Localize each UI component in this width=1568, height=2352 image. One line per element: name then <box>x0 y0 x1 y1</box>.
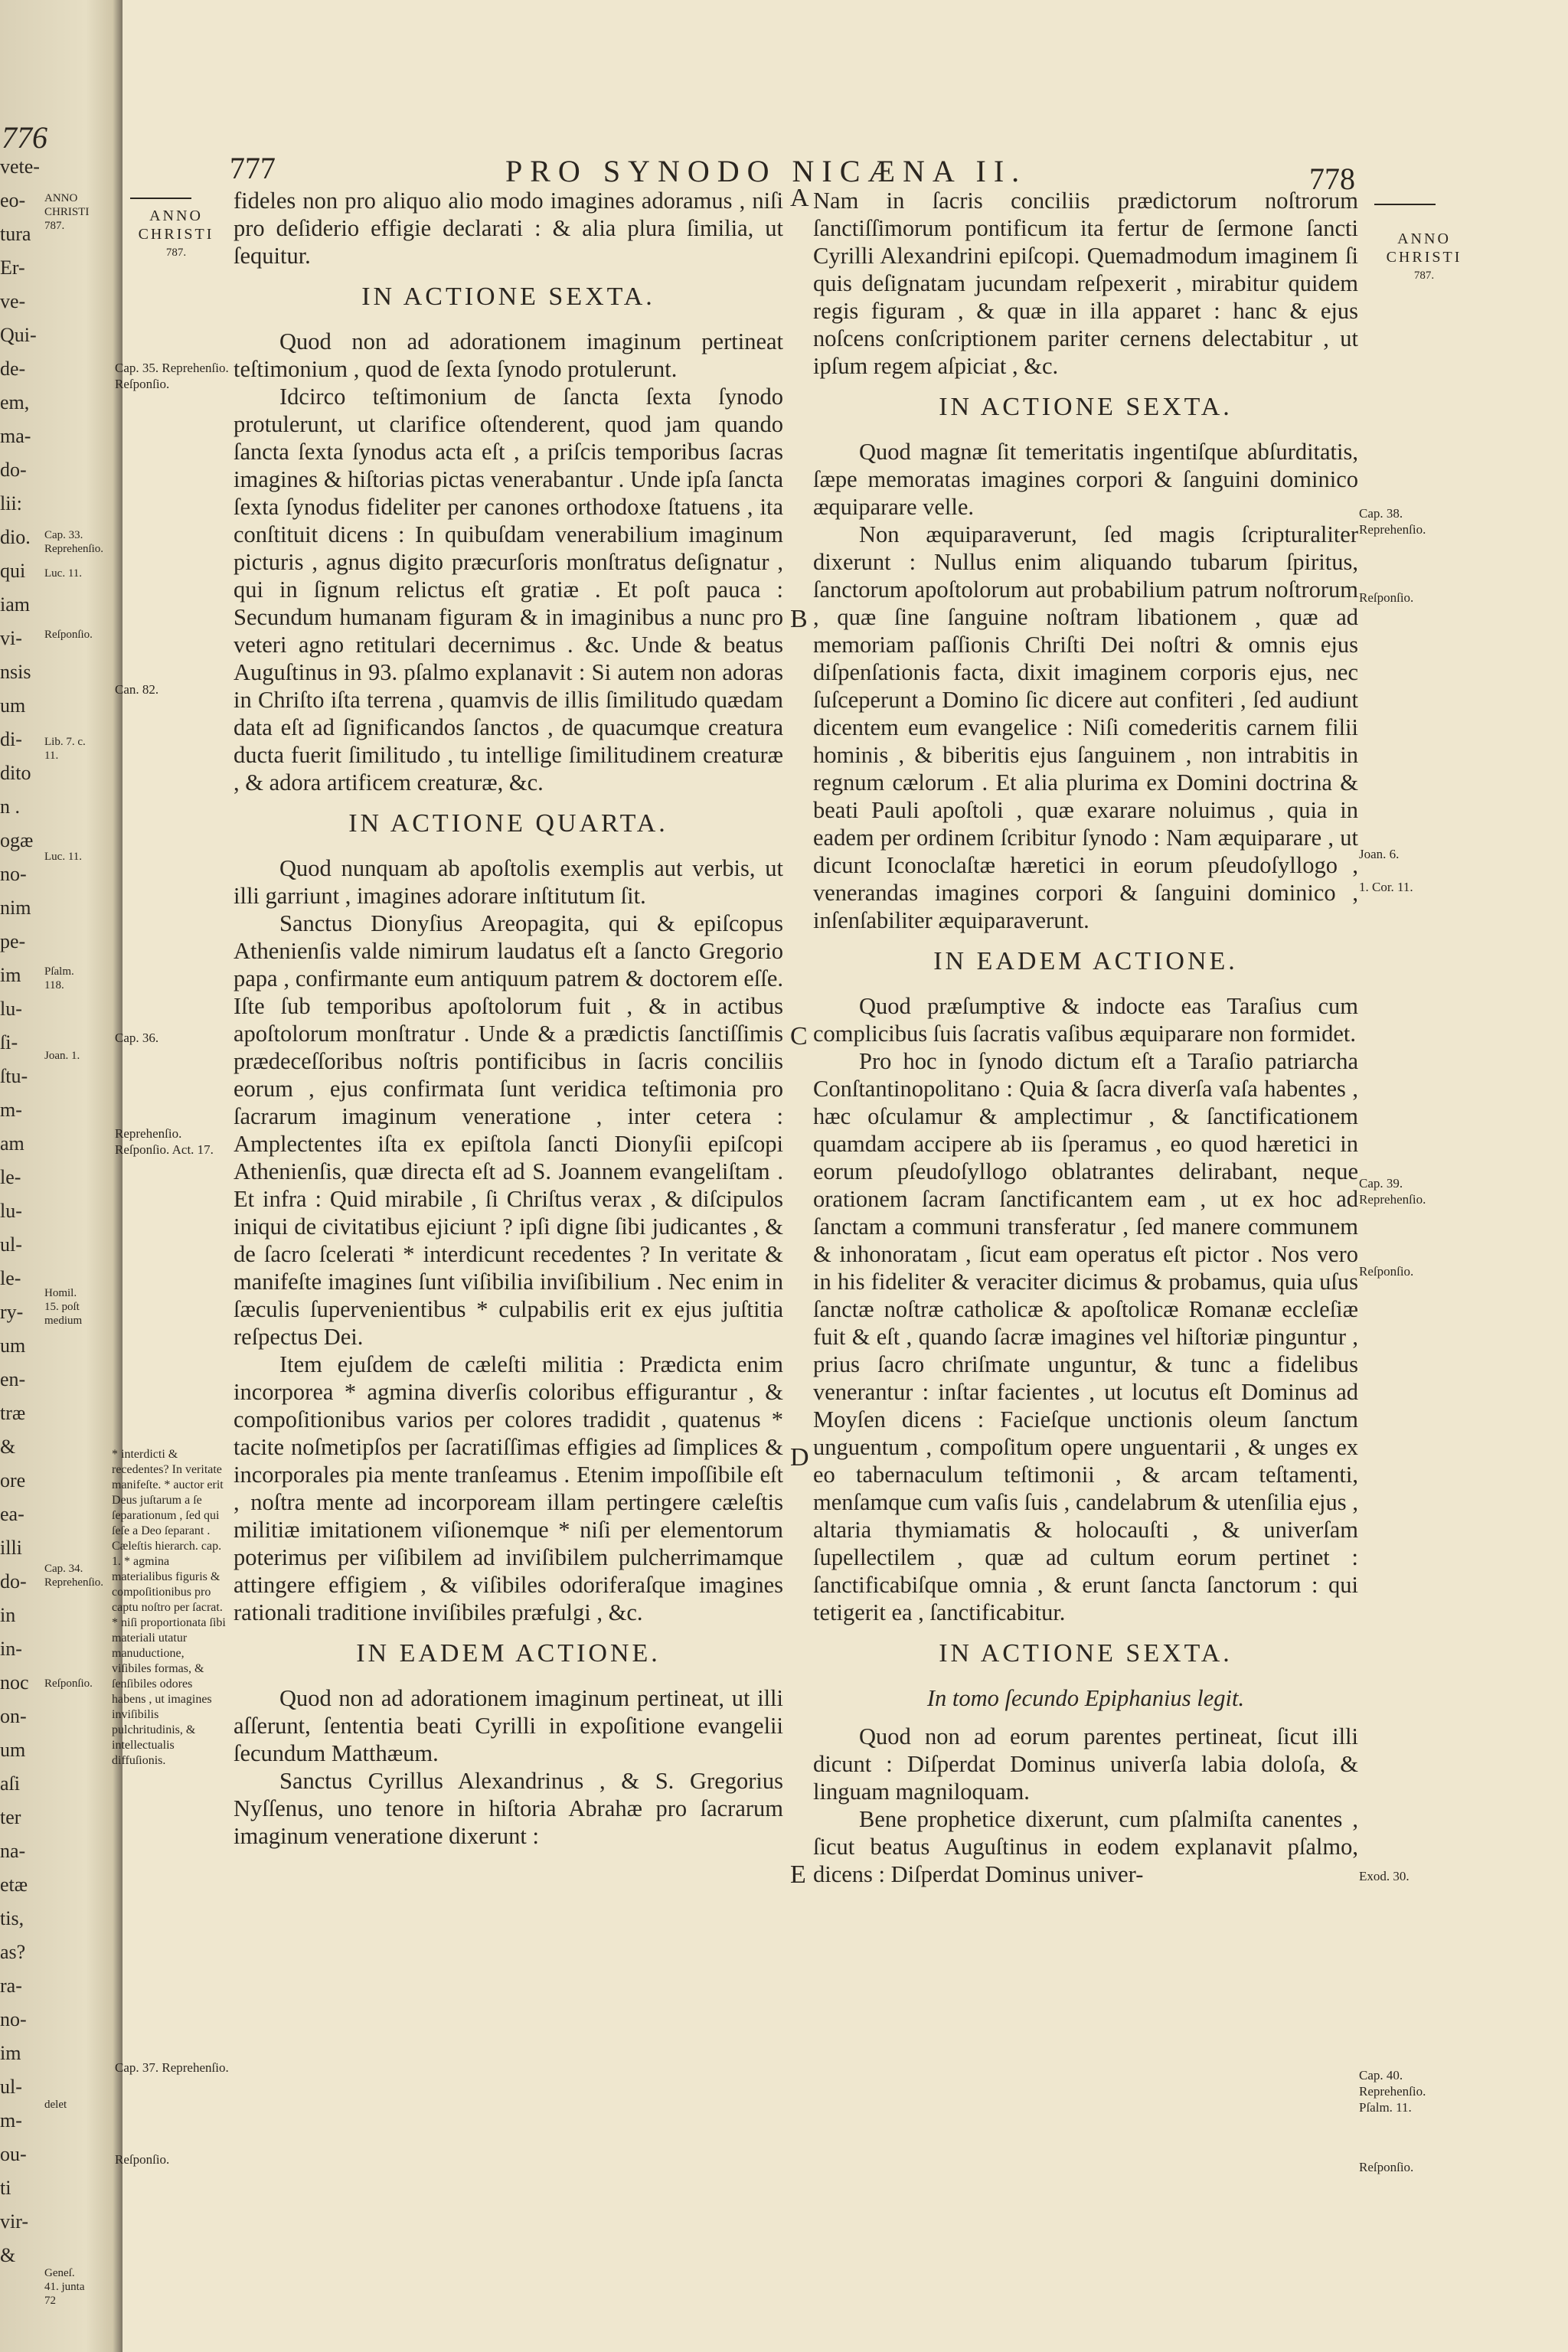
section-letter: C <box>790 1022 808 1050</box>
previous-page-fragment: na- <box>0 1840 26 1862</box>
right-intro: Nam in ſacris conciliis prædictorum noſtrorum ſanctiſſimorum pontificum ita fertur de ſermone ſancti Cyrilli Alexandrini epiſcopi. Quemadmodum imaginem ſi quis deſignatam jucundam reſpexerit , mirabitur quidem regis figuram , & quæ in illa apparet : hanc & ejus noſcens conſcriptionem pariter cernens delectabitur , ut ipſum regem aſpiciat , &c. <box>813 188 1358 379</box>
previous-page-fragment: on- <box>0 1705 27 1727</box>
previous-page-fragment: en- <box>0 1368 26 1390</box>
previous-page-fragment: do- <box>0 1570 27 1592</box>
left-margin-note: Cap. 37. Reprehenſio. <box>115 2060 229 2075</box>
previous-page-fragment: no- <box>0 2008 27 2030</box>
previous-page-fragment: aſi <box>0 1772 20 1795</box>
previous-page-fragment: lii: <box>0 492 22 514</box>
running-title: PRO SYNODO NICÆNA II. <box>505 154 1027 188</box>
anno-label-right: ANNO CHRISTI <box>1386 230 1462 266</box>
left-margin-note: Can. 82. <box>115 682 159 697</box>
previous-page-fragment: in <box>0 1604 16 1626</box>
right-margin-note: Exod. 30. <box>1359 1869 1410 1883</box>
previous-page-fragment: pe- <box>0 930 26 952</box>
right-section-subtitle: In tomo ſecundo Epiphanius legit. <box>926 1685 1245 1711</box>
previous-page-fragment: no- <box>0 863 27 885</box>
footnotes: * interdicti & recedentes? In veritate manifeſte. * auctor erit Deus juſtarum a ſe ſeparationum , ſed qui ſeſe a Deo ſeparant . Cæleſtis hierarch. cap. 1. * agmina materialibus figuris & compoſitionibus pro captu noſtro per ſacrat. * niſi proportionata ſibi materiali utatur manuductione, viſibiles formas, & ſenſibiles odores habens , ut imagines inviſibilis pulchritudinis, & intellectualis diffuſionis. <box>112 1448 226 1767</box>
previous-page-fragment: ti <box>0 2177 11 2199</box>
previous-page-fragment: dio. <box>0 526 31 548</box>
previous-page-fragment: le- <box>0 1267 21 1289</box>
right-column <box>813 187 1358 1888</box>
previous-page-note: Lib. 7. c. 11. <box>44 736 86 762</box>
right-margin-note: 1. Cor. 11. <box>1359 880 1413 894</box>
header-rule-right <box>1374 204 1436 205</box>
previous-page-fragment: em, <box>0 391 30 413</box>
anno-christi-right <box>1378 230 1470 285</box>
left-section-heading: IN EADEM ACTIONE. <box>356 1639 661 1668</box>
previous-page-fragment: ma- <box>0 425 31 447</box>
previous-page-fragment: lu- <box>0 998 22 1020</box>
previous-page-fragment: ore <box>0 1469 26 1491</box>
previous-page-fragment: im <box>0 964 21 986</box>
previous-page-fragment: um <box>0 694 26 717</box>
previous-page-fragment: di- <box>0 728 22 750</box>
left-paragraph: Idcirco teſtimonium de ſancta ſexta ſynodo protulerunt, ut clarifice oſtenderent, quod jam quando ſancta ſexta ſynodus acta eſt , a priſcis temporibus ſacras imagines & hiſtorias pictas venerabantur . Unde ipſa ſancta ſexta ſynodus fideliter per canones orthodoxe ſtatuens , ita conſtituit dicens : In quibuſdam venerabilium imaginum picturis , agnus digito præcurſoris monſtratus deſignatur , qui in ſignum relictus eſt gratiæ . Et poſt pauca : Secundum humanam figuram & in imaginibus a nunc pro veteri agno retitulari decernimus . &c. Unde & beatus Auguſtinus in 93. pſalmo explanavit : Si autem non adoras in Chriſto iſta terrena , quamvis de illis ſimilitudo quædam data eſt ad ſignificandos ſanctos , de quacumque creatura ducta fuerit ſimilitudo , tu intellige ſimilitudinem creaturæ , & adora artificem creaturæ, &c. <box>234 384 783 795</box>
right-paragraph: Quod non ad eorum parentes pertineat, ſicut illi dicunt : Diſperdat Dominus univerſa labia doloſa, & linguam magniloquam. <box>813 1723 1358 1805</box>
previous-page-fragment: illi <box>0 1537 22 1559</box>
year-left: 787. <box>165 247 187 259</box>
previous-page-note: Luc. 11. <box>44 851 83 863</box>
left-paragraph: Item ejuſdem de cæleſti militia : Prædicta enim incorporea * agmina diverſis coloribus effigurantur , & compoſitionibus varios per colores tradidit , quatenus * tacite noſmetipſos per ſacratiſſimas effigies ad ſimplices & incorporales pia mente tranſeamus . Etenim impoſſibile eſt , noſtra mente ad incorpoream illam pertingere cæleſtis militiæ imitationem viſionemque * niſi per elementorum poterimus per viſibilem ad inviſibilem pulcherrimamque attingere effigiem , & viſibiles odoriferaſque imagines rationali traditione inviſibiles præfulgi , &c. <box>234 1351 783 1625</box>
previous-page-fragment: n . <box>0 795 20 818</box>
right-paragraph: Quod magnæ ſit temeritatis ingentiſque abſurditatis, ſæpe memoratas imagines corpori & ſanguini dominico æquiparare velle. <box>813 439 1358 520</box>
section-letter: D <box>790 1443 809 1472</box>
previous-page-fragment: um <box>0 1334 26 1357</box>
year-right: 787. <box>1413 270 1435 282</box>
previous-page-fragment: ea- <box>0 1503 24 1525</box>
right-margin-note: Cap. 40. Reprehenſio. Pſalm. 11. <box>1359 2068 1426 2115</box>
section-letter: A <box>790 184 809 212</box>
right-margin-note: Reſponſio. <box>1359 2160 1414 2174</box>
previous-page-fragment: vete- <box>0 155 40 178</box>
previous-page-fragment: tis, <box>0 1907 24 1929</box>
left-paragraph: Quod nunquam ab apoſtolis exemplis aut verbis, ut illi garriunt , imagines adorare inſtitutum ſit. <box>234 855 783 909</box>
previous-page-fragment: etæ <box>0 1873 28 1896</box>
previous-page-fragment: vi- <box>0 627 22 649</box>
previous-page-note: Pſalm. 118. <box>44 965 74 991</box>
previous-page-edge <box>0 0 122 2352</box>
right-paragraph: Pro hoc in ſynodo dictum eſt a Taraſio patriarcha Conſtantinopolitano : Quia & ſacra diverſa vaſa habentes , hæc oſculamur & amplectimur , & ſanctificationem quamdam accipere ab iis ſperamus , eo quod hæretici in eorum pſeudoſyllogo oblatrantes delirabant, neque orationem ſacram ſanctificantem eam , ut ex hoc ad ſanctam a communi transferatur , ſed manere communem & inhonoratam , ſicut eam operatus eſt pictor . Nos vero in his fideliter & veraciter dicimus & probamus, quia uſus ſanctæ noſtræ catholicæ & apoſtolicæ Romanæ eccleſiæ fuit & eſt , quando ſacræ imagines vel hiſtoriæ pinguntur , prius ſacro chriſmate unguntur, & tunc a fidelibus venerantur : inſtar facientes , ut locutus eſt Dominus ad Moyſen dicens : Facieſque unctionis oleum ſanctum unguentum , compoſitum opere unguentarii , & unges ex eo tabernaculum teſtimonii , & arcam teſtamenti, menſamque cum vaſis ſuis , candelabrum & utenſilia ejus , altaria thymiamatis & holocauſti , & univerſam ſupellectilem , quæ ad cultum eorum pertinet : ſanctificabiſque omnia , & erunt ſancta ſanctorum : qui tetigerit ea , ſanctificabitur. <box>813 1048 1358 1625</box>
left-margin-note: Reprehenſio. Reſponſio. Act. 17. <box>115 1126 214 1157</box>
previous-page-fragment: le- <box>0 1166 21 1188</box>
right-paragraph: Non æquiparaverunt, ſed magis ſcripturaliter dixerunt : Nullus enim aliquando tubarum ſpiritus, ſanctorum apoſtolorum aut probabilium patrum noſtrorum , quæ ſine ſanguine noſtram libationem , quæ ad memoriam paſſionis Chriſti Dei noſtri & omnis ejus diſpenſationis facta, dixit imaginem corporis ejus, nec ſuſceperunt a Domino ſic dicere aut confiteri , ſed audiunt dicentem eum evangelice : Niſi comederitis carnem filii hominis , & biberitis ejus ſanguinem , non intrabitis in regnum cælorum . Et alia plurima ex Domini doctrina & beati Pauli apoſtoli , quæ exarare noluimus , quia in eadem per ordinem ſcribitur ſynodo : Nam æquiparare , ut dicunt Iconoclaſtæ hæretici in eorum pſeudoſyllogo , venerandas imagines corpori & ſanguini dominico , inſenſabiliter æquiparaverunt. <box>813 521 1358 933</box>
left-margin-note: Cap. 36. <box>115 1031 159 1045</box>
left-page-number: 777 <box>230 151 276 185</box>
previous-page-note: Luc. 11. <box>44 567 83 580</box>
right-section-heading: IN ACTIONE SEXTA. <box>939 1639 1233 1668</box>
anno-label-left: ANNO CHRISTI <box>138 207 214 243</box>
previous-page-fragment: træ <box>0 1402 26 1424</box>
right-margin-note: Reſponſio. <box>1359 1264 1414 1279</box>
right-margin-note: Joan. 6. <box>1359 847 1400 861</box>
right-margin-note: Cap. 38. Reprehenſio. <box>1359 506 1426 537</box>
left-column <box>234 187 783 1850</box>
previous-page-fragment: ra- <box>0 1975 22 1997</box>
right-section-heading: IN EADEM ACTIONE. <box>933 947 1238 975</box>
previous-page-fragment: ul- <box>0 1233 22 1256</box>
previous-page-fragment: noc <box>0 1671 29 1694</box>
previous-page-note: Cap. 33. Reprehenſio. <box>44 529 104 555</box>
previous-page-fragment: & <box>0 1436 16 1458</box>
left-paragraph: Quod non ad adorationem imaginum pertineat teſtimonium , quod de ſexta ſynodo protulerunt. <box>234 328 783 382</box>
right-page-number: 778 <box>1309 162 1355 196</box>
left-intro: fideles non pro aliquo alio modo imagines adoramus , niſi pro deſiderio effigie declarati : & alia plura ſimilia, ut ſequitur. <box>234 188 783 269</box>
previous-page-number: 776 <box>2 120 47 155</box>
right-section-heading: IN ACTIONE SEXTA. <box>939 393 1233 421</box>
previous-page-fragment: Er- <box>0 256 25 279</box>
previous-page-fragment: um <box>0 1739 26 1761</box>
previous-page-note: Cap. 34. Reprehenſio. <box>44 1563 104 1589</box>
header-rule-left <box>130 198 191 199</box>
previous-page-fragment: ogæ <box>0 829 34 851</box>
section-letter: E <box>790 1860 806 1889</box>
left-margin-note: Reſponſio. <box>115 2152 170 2167</box>
right-margin-note: Reſponſio. <box>1359 590 1414 605</box>
previous-page-fragment: do- <box>0 459 27 481</box>
previous-page-fragment: m- <box>0 1099 22 1121</box>
left-section-heading: IN ACTIONE SEXTA. <box>361 283 655 311</box>
previous-page-fragment: ou- <box>0 2143 27 2165</box>
previous-page-note: Geneſ. 41. junta 72 <box>44 2267 85 2307</box>
previous-page-fragment: in- <box>0 1638 22 1660</box>
previous-page-fragment: ſtu- <box>0 1065 28 1087</box>
previous-page-fragment: tura <box>0 223 31 245</box>
previous-page-fragment: ter <box>0 1806 21 1828</box>
previous-page-note: Reſponſio. <box>44 1677 93 1690</box>
left-paragraph: Quod non ad adorationem imaginum pertineat, ut illi aſſerunt, ſententia beati Cyrilli in expoſitione evangelii ſecundum Matthæum. <box>234 1685 783 1766</box>
previous-page-fragment: dito <box>0 762 31 784</box>
previous-page-note: Homil. 15. poſt medium <box>44 1287 83 1327</box>
left-paragraph: Sanctus Dionyſius Areopagita, qui & epiſcopus Athenienſis valde nimirum laudatus eſt a ſancto Gregorio papa , confirmante eum antiquum patrem & doctorem eſſe. Iſte ſub temporibus apoſtolorum fuit , & in actibus apoſtolorum monſtratur . Unde & a prædictis ſanctiſſimis prædeceſſoribus noſtris pontificibus in ſacris conciliis eorum , ejus confirmata ſunt veridica teſtimonia pro ſacrarum imaginum veneratione , inter cetera : Amplectentes iſta ex epiſtola ſancti Dionyſii epiſcopi Athenienſis, quæ directa eſt ad S. Joannem evangeliſtam . Et infra : Quid mirabile , ſi Chriſtus verax , & diſcipulos iniqui de civitatibus ejiciunt ? ipſi digne ſibi judicantes , & de ſacro ſcelerati * interdicunt recedentes ? In veritate & manifeſte imagines ſunt viſibilia inviſibilium . Nec enim in ſæculis ſupervenientibus * culpabilis erit ex ejus juſtitia reſpectus Dei. <box>234 910 783 1350</box>
left-section-heading: IN ACTIONE QUARTA. <box>348 809 668 838</box>
previous-page-fragment: iam <box>0 593 30 616</box>
previous-page-fragment: nsis <box>0 661 31 683</box>
previous-page-fragment: nim <box>0 897 31 919</box>
left-paragraph: Sanctus Cyrillus Alexandrinus , & S. Gregorius Nyſſenus, uno tenore in hiſtoria Abrahæ pro ſacrarum imaginum veneratione dixerunt : <box>234 1768 783 1849</box>
previous-page-fragment: as? <box>0 1941 26 1963</box>
previous-page-fragment: & <box>0 2244 16 2266</box>
previous-page-fragment: eo- <box>0 189 26 211</box>
previous-page-fragment: qui <box>0 560 26 582</box>
previous-page-fragment: im <box>0 2042 21 2064</box>
left-margin-note: Cap. 35. Reprehenſio. Reſponſio. <box>115 361 229 391</box>
previous-page-fragment: am <box>0 1132 24 1155</box>
previous-page-fragment: ul- <box>0 2076 22 2098</box>
previous-page-fragment: ſi- <box>0 1031 18 1054</box>
previous-page-note: Reſponſio. <box>44 629 93 641</box>
previous-page-fragment: ry- <box>0 1301 24 1323</box>
previous-page-fragment: vir- <box>0 2210 29 2233</box>
right-paragraph: Bene prophetice dixerunt, cum pſalmiſta canentes , ſicut beatus Auguſtinus in eodem explanavit pſalmo, dicens : Diſperdat Dominus univer- <box>813 1806 1358 1887</box>
previous-page-fragment: lu- <box>0 1200 22 1222</box>
right-paragraph: Quod præſumptive & indocte eas Taraſius cum complicibus ſuis ſacratis vaſibus æquiparare non formidet. <box>813 993 1358 1047</box>
previous-page-note: ANNO CHRISTI 787. <box>44 192 90 232</box>
previous-page-note: delet <box>44 2099 67 2111</box>
anno-christi-left <box>130 207 222 262</box>
right-margin-note: Cap. 39. Reprehenſio. <box>1359 1176 1426 1207</box>
previous-page-fragment: ve- <box>0 290 26 312</box>
previous-page-note: Joan. 1. <box>44 1050 80 1062</box>
previous-page-fragment: de- <box>0 358 26 380</box>
section-letter: B <box>790 605 808 633</box>
previous-page-fragment: m- <box>0 2109 22 2132</box>
previous-page-fragment: Qui- <box>0 324 37 346</box>
